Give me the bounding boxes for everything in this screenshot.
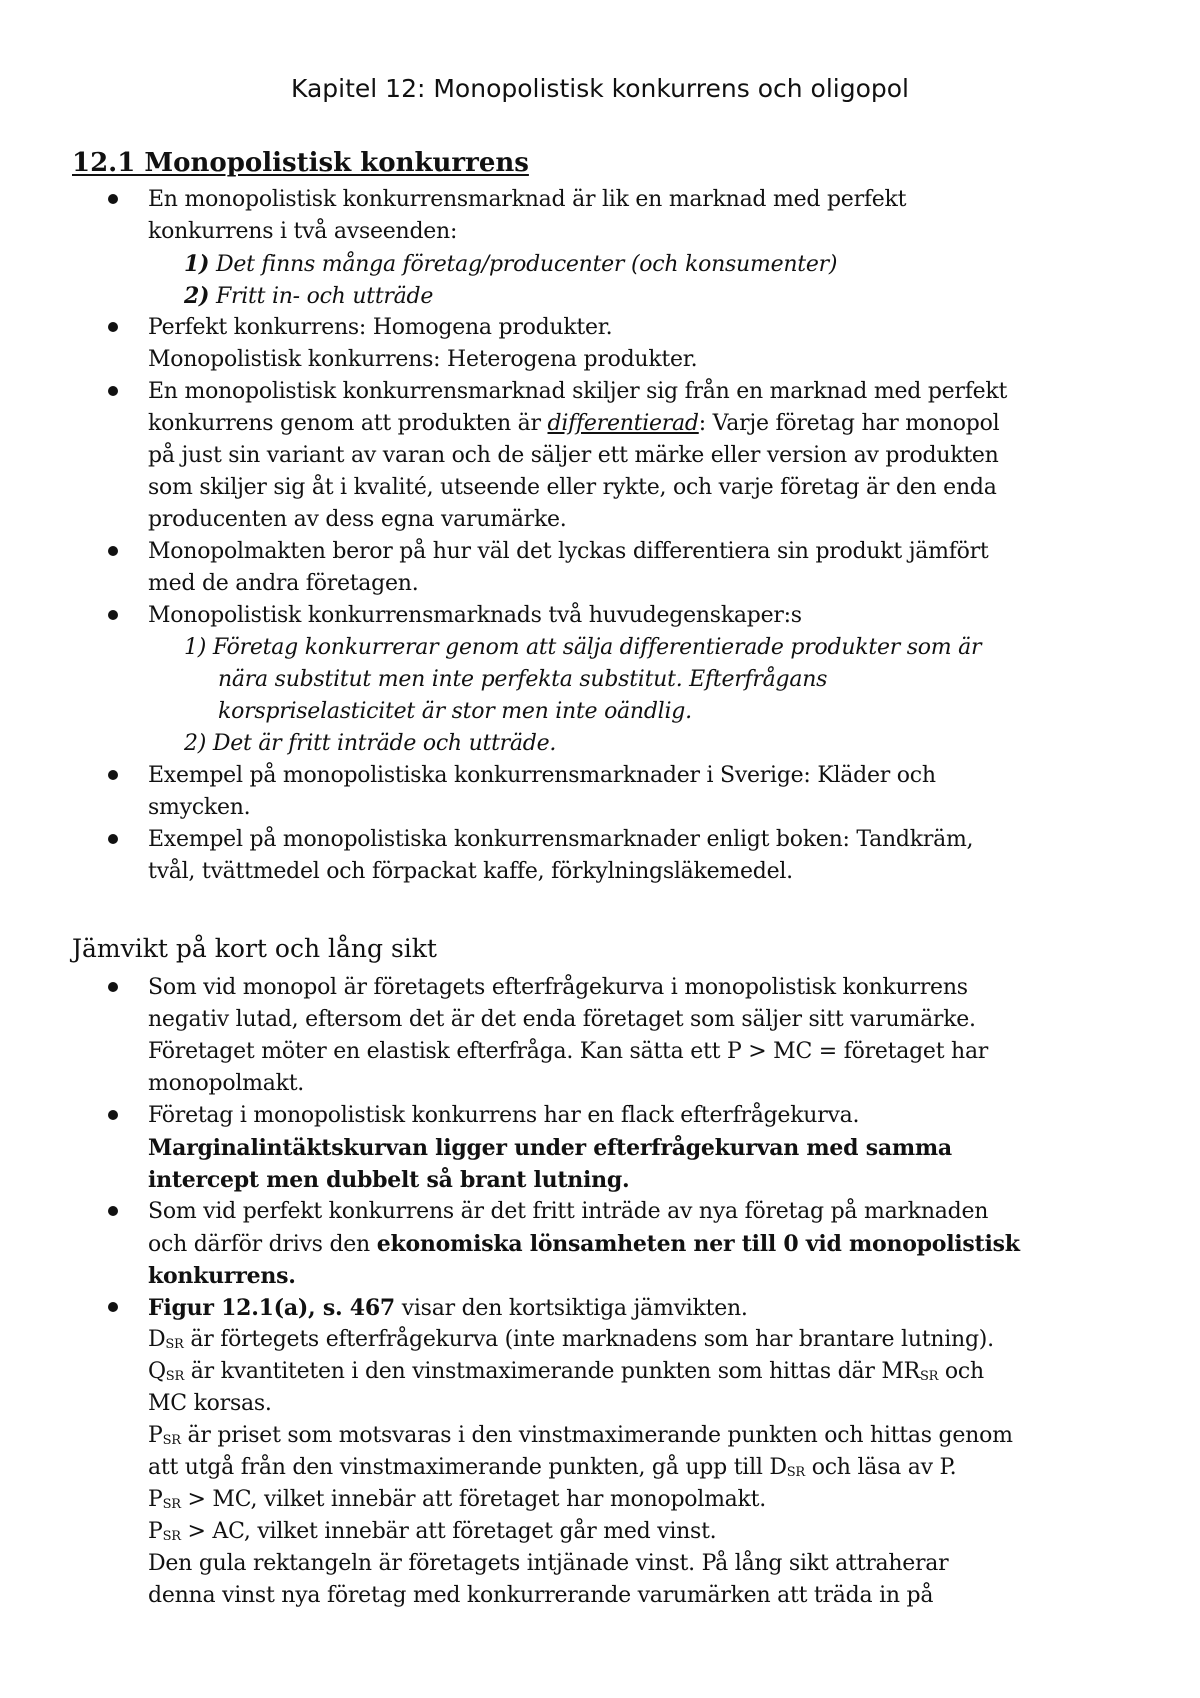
sub-item: nära substitut men inte perfekta substitut. Efterfrågans xyxy=(218,667,828,692)
text-segment: och xyxy=(938,1359,984,1384)
text-line xyxy=(148,1484,766,1516)
bullet-icon xyxy=(108,834,118,844)
symbol: Q xyxy=(148,1359,166,1384)
sub-item-text: Det finns många företag/producenter (och konsumenter) xyxy=(209,252,838,277)
text-line: Monopolistisk konkurrensmarknads två huvudegenskaper:s xyxy=(148,603,802,628)
text-line: Den gula rektangeln är företagets intjänade vinst. På lång sikt attraherar xyxy=(148,1551,949,1576)
sub-item: korspriselasticitet är stor men inte oändlig. xyxy=(218,699,692,724)
text-line: Företag i monopolistisk konkurrens har en flack efterfrågekurva. xyxy=(148,1103,860,1128)
text-line: Perfekt konkurrens: Homogena produkter. xyxy=(148,315,613,340)
symbol-subscript: SR xyxy=(919,1369,939,1384)
symbol: P xyxy=(148,1423,163,1448)
text-segment: och därför drivs den xyxy=(148,1232,377,1257)
text-line: En monopolistisk konkurrensmarknad skiljer sig från en marknad med perfekt xyxy=(148,379,1008,404)
sub-item xyxy=(184,280,433,313)
text-line: Som vid perfekt konkurrens är det fritt inträde av nya företag på marknaden xyxy=(148,1199,989,1224)
figure-reference: Figur 12.1(a), s. 467 xyxy=(148,1295,395,1321)
symbol: D xyxy=(148,1327,166,1352)
text-line: Monopolistisk konkurrens: Heterogena produkter. xyxy=(148,347,698,372)
sub-item-number: 2) xyxy=(184,283,210,309)
text-line: på just sin variant av varan och de säljer ett märke eller version av produkten xyxy=(148,443,999,468)
symbol-subscript: SR xyxy=(162,1497,181,1512)
text-line xyxy=(148,1228,1020,1261)
bullet-icon xyxy=(108,610,118,620)
subsection-heading: Jämvikt på kort och lång sikt xyxy=(72,934,437,963)
text-segment: : Varje företag har monopol xyxy=(698,411,1000,436)
bullet-icon xyxy=(108,194,118,204)
text-line: smycken. xyxy=(148,795,251,820)
text-line: med de andra företagen. xyxy=(148,571,419,596)
symbol: P xyxy=(148,1487,163,1512)
section-heading: 12.1 Monopolistisk konkurrens xyxy=(72,148,529,178)
text-line: konkurrens i två avseenden: xyxy=(148,219,458,244)
text-line xyxy=(148,1516,716,1548)
sub-item: 1) Företag konkurrerar genom att sälja differentierade produkter som är xyxy=(184,635,982,660)
text-segment-bold: ekonomiska lönsamheten ner till 0 vid monopolistisk xyxy=(376,1231,1020,1257)
text-line: Företaget möter en elastisk efterfråga. Kan sätta ett P > MC = företaget har xyxy=(148,1039,989,1064)
symbol-subscript: SR xyxy=(162,1433,181,1448)
text-line: MC korsas. xyxy=(148,1391,272,1416)
text-line xyxy=(148,1356,984,1388)
text-line: tvål, tvättmedel och förpackat kaffe, förkylningsläkemedel. xyxy=(148,859,793,884)
symbol: MR xyxy=(881,1359,920,1384)
text-line: Som vid monopol är företagets efterfrågekurva i monopolistisk konkurrens xyxy=(148,975,968,1000)
document-title: Kapitel 12: Monopolistisk konkurrens och oligopol xyxy=(291,74,909,103)
bullet-icon xyxy=(108,386,118,396)
bullet-icon xyxy=(108,1206,118,1216)
term-differentierad: differentierad xyxy=(547,411,699,436)
sub-item: 2) Det är fritt inträde och utträde. xyxy=(184,731,557,756)
bullet-icon xyxy=(108,1302,118,1312)
symbol: D xyxy=(769,1455,787,1480)
text-line: En monopolistisk konkurrensmarknad är lik en marknad med perfekt xyxy=(148,187,907,212)
text-line xyxy=(148,1324,994,1356)
bullet-icon xyxy=(108,322,118,332)
symbol-subscript: SR xyxy=(162,1529,181,1544)
text-segment: > MC, vilket innebär att företaget har monopolmakt. xyxy=(180,1487,766,1512)
text-line: monopolmakt. xyxy=(148,1071,305,1096)
text-line-bold: Marginalintäktskurvan ligger under efterfrågekurvan med samma xyxy=(148,1135,952,1161)
text-line-bold: konkurrens. xyxy=(148,1263,296,1289)
bullet-icon xyxy=(108,1110,118,1120)
text-line xyxy=(148,408,999,440)
text-line xyxy=(148,1292,748,1325)
text-segment: att utgå från den vinstmaximerande punkten, gå upp till xyxy=(148,1455,770,1480)
sub-item-number: 1) xyxy=(184,251,210,277)
text-line-bold: intercept men dubbelt så brant lutning. xyxy=(148,1167,630,1193)
text-line xyxy=(148,1420,1013,1452)
symbol-subscript: SR xyxy=(165,1369,184,1384)
symbol-subscript: SR xyxy=(165,1337,184,1352)
text-line: denna vinst nya företag med konkurrerande varumärken att träda in på xyxy=(148,1583,934,1608)
text-segment: är förtegets efterfrågekurva (inte marknadens som har brantare lutning). xyxy=(183,1327,994,1352)
symbol: P xyxy=(148,1519,163,1544)
text-line: Exempel på monopolistiska konkurrensmarknader enligt boken: Tandkräm, xyxy=(148,827,974,852)
bullet-icon xyxy=(108,982,118,992)
bullet-icon xyxy=(108,546,118,556)
text-segment: är priset som motsvaras i den vinstmaximerande punkten och hittas genom xyxy=(180,1423,1013,1448)
text-line: som skiljer sig åt i kvalité, utseende eller rykte, och varje företag är den enda xyxy=(148,475,997,500)
text-segment: visar den kortsiktiga jämvikten. xyxy=(394,1296,748,1321)
sub-item-text: Fritt in- och utträde xyxy=(209,284,434,309)
symbol-subscript: SR xyxy=(786,1465,805,1480)
bullet-icon xyxy=(108,770,118,780)
text-line: negativ lutad, eftersom det är det enda företaget som säljer sitt varumärke. xyxy=(148,1007,976,1032)
text-segment: och läsa av P. xyxy=(804,1455,957,1480)
text-line: producenten av dess egna varumärke. xyxy=(148,507,567,532)
text-segment: är kvantiteten i den vinstmaximerande punkten som hittas där xyxy=(184,1359,882,1384)
text-segment: > AC, vilket innebär att företaget går med vinst. xyxy=(180,1519,717,1544)
text-line xyxy=(148,1452,956,1484)
text-segment: konkurrens genom att produkten är xyxy=(148,411,548,436)
text-line: Exempel på monopolistiska konkurrensmarknader i Sverige: Kläder och xyxy=(148,763,936,788)
sub-item xyxy=(184,248,837,281)
text-line: Monopolmakten beror på hur väl det lyckas differentiera sin produkt jämfört xyxy=(148,539,989,564)
